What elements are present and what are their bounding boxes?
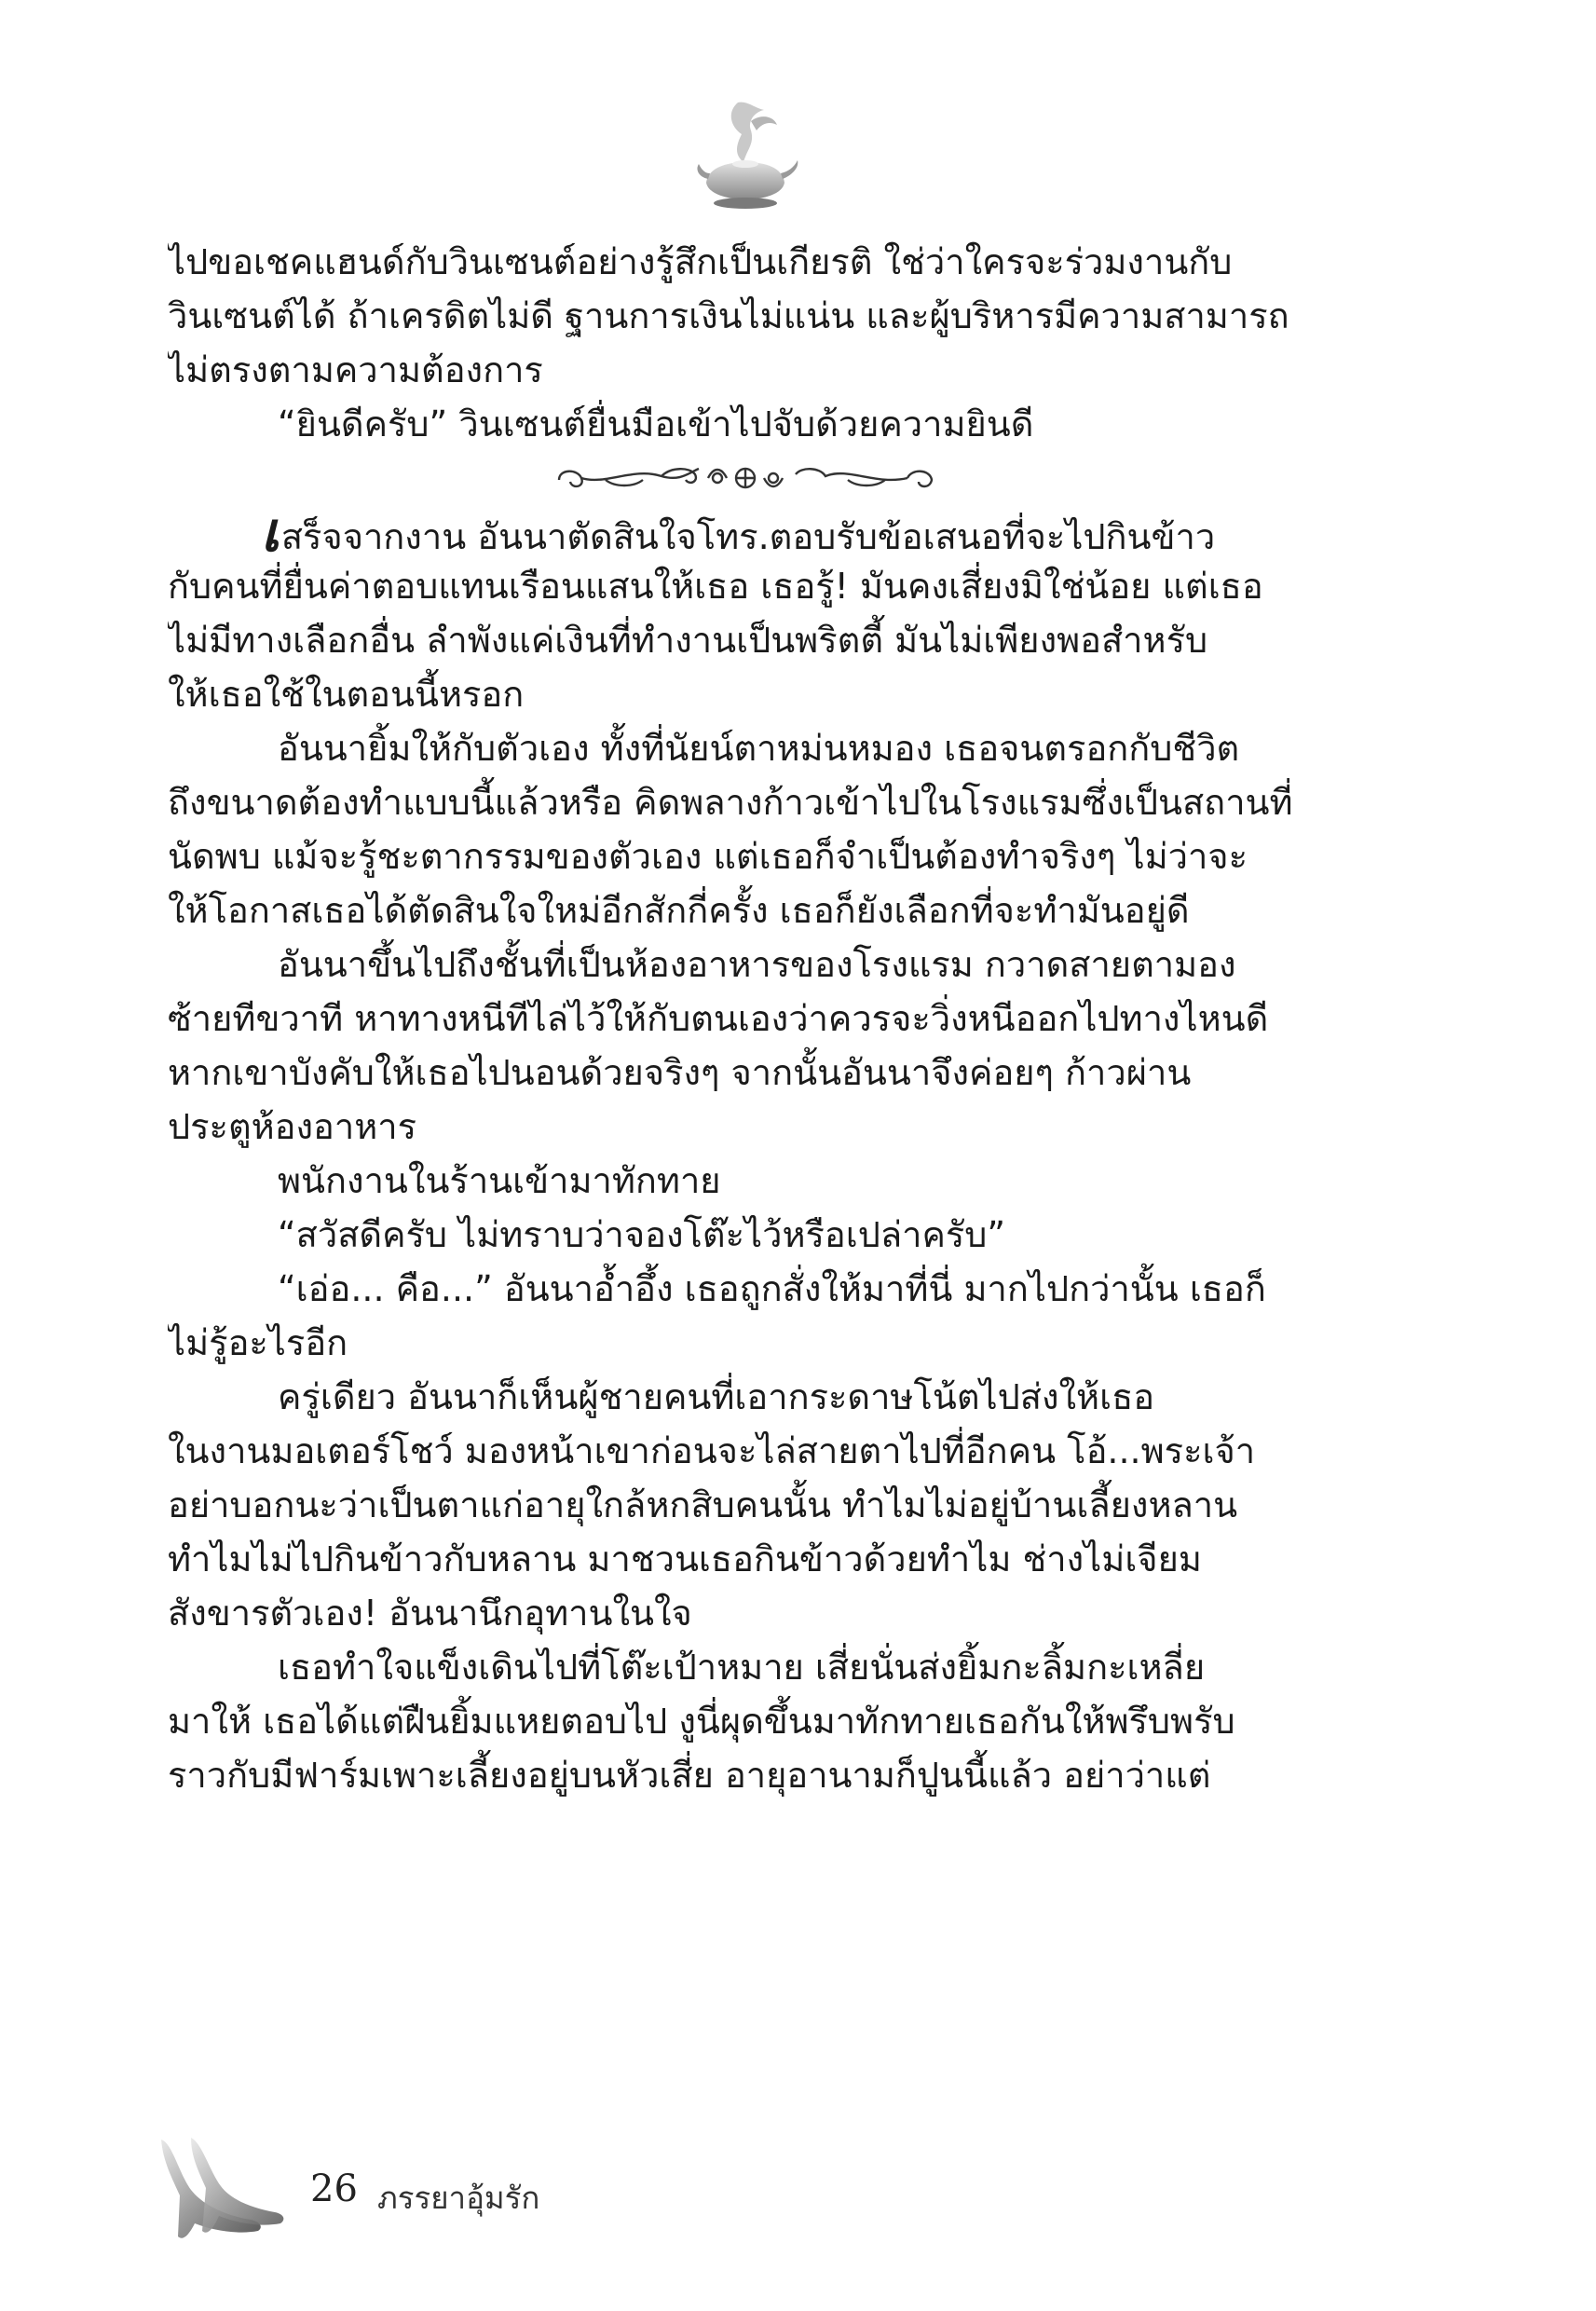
text-line: ทำไมไม่ไปกินข้าวกับหลาน มาชวนเธอกินข้าวด้วยทำไม ช่างไม่เจียม — [168, 1538, 1202, 1579]
text-line: ไม่มีทางเลือกอื่น ลำพังแค่เงินที่ทำงานเป็นพริตตี้ มันไม่เพียงพอสำหรับ — [168, 620, 1208, 661]
text-line: ให้โอกาสเธอได้ตัดสินใจใหม่อีกสักกี่ครั้ง เธอก็ยังเลือกที่จะทำมันอยู่ดี — [168, 890, 1190, 931]
text-line: นัดพบ แม้จะรู้ชะตากรรมของตัวเอง แต่เธอก็จำเป็นต้องทำจริงๆ ไม่ว่าจะ — [168, 836, 1248, 877]
text-line: มาให้ เธอได้แต่ฝืนยิ้มแหยตอบไป งูนี่ผุดขึ้นมาทักทายเธอกันให้พรึบพรับ — [168, 1701, 1235, 1742]
book-title: ภรรยาอุ้มรัก — [377, 2180, 540, 2216]
high-heel-shoe-icon — [154, 2134, 289, 2241]
text-line: “เอ่อ... คือ...” อันนาอ้ำอึ้ง เธอถูกสั่งให้มาที่นี่ มากไปกว่านั้น เธอก็ — [278, 1268, 1266, 1309]
dropcap-line — [168, 505, 1323, 559]
text-line: ถึงขนาดต้องทำแบบนี้แล้วหรือ คิดพลางก้าวเข้าไปในโรงแรมซึ่งเป็นสถานที่ — [168, 782, 1293, 823]
text-line: ให้เธอใช้ในตอนนี้หรอก — [168, 674, 525, 715]
text-line: หากเขาบังคับให้เธอไปนอนด้วยจริงๆ จากนั้นอันนาจึงค่อยๆ ก้าวผ่าน — [168, 1052, 1192, 1093]
text-line: ไม่ตรงตามความต้องการ — [168, 349, 543, 390]
text-line: ไม่รู้อะไรอีก — [168, 1322, 348, 1363]
text-line: สังขารตัวเอง! อันนานึกอุทานในใจ — [168, 1593, 692, 1634]
text-line: เธอทำใจแข็งเดินไปที่โต๊ะเป้าหมาย เสี่ยนั่นส่งยิ้มกะลิ้มกะเหลี่ย — [278, 1647, 1206, 1688]
page-footer — [154, 2134, 713, 2246]
text-line: อันนายิ้มให้กับตัวเอง ทั้งที่นัยน์ตาหม่นหมอง เธอจนตรอกกับชีวิต — [278, 728, 1240, 769]
text-line: อันนาขึ้นไปถึงชั้นที่เป็นห้องอาหารของโรงแรม กวาดสายตามอง — [278, 944, 1236, 985]
text-line: “ยินดีครับ” วินเซนต์ยื่นมือเข้าไปจับด้วยความยินดี — [278, 403, 1034, 444]
dropcap-rest: สร็จจากงาน อันนาตัดสินใจโทร.ตอบรับข้อเสนอที่จะไปกินข้าว — [280, 516, 1216, 557]
dropcap-letter: เ — [261, 505, 280, 559]
text-line: ครู่เดียว อันนาก็เห็นผู้ชายคนที่เอากระดาษโน้ตไปส่งให้เธอ — [278, 1376, 1155, 1417]
text-line: ซ้ายทีขวาที หาทางหนีทีไล่ไว้ให้กับตนเองว่าควรจะวิ่งหนีออกไปทางไหนดี — [168, 998, 1269, 1039]
text-line: “สวัสดีครับ ไม่ทราบว่าจองโต๊ะไว้หรือเปล่าครับ” — [278, 1214, 1006, 1255]
text-line: วินเซนต์ได้ ถ้าเครดิตไม่ดี ฐานการเงินไม่แน่น และผู้บริหารมีความสามารถ — [168, 295, 1289, 336]
scroll-divider-ornament — [168, 451, 1323, 505]
text-line: ในงานมอเตอร์โชว์ มองหน้าเขาก่อนจะไล่สายตาไปที่อีกคน โอ้...พระเจ้า — [168, 1430, 1256, 1471]
body-text — [168, 235, 1323, 1802]
text-line: พนักงานในร้านเข้ามาทักทาย — [278, 1160, 721, 1201]
text-line: ประตูห้องอาหาร — [168, 1106, 417, 1147]
text-line: ไปขอเชคแฮนด์กับวินเซนต์อย่างรู้สึกเป็นเกียรติ ใช่ว่าใครจะร่วมงานกับ — [168, 241, 1233, 282]
page-number: 26 — [310, 2167, 358, 2210]
text-line: อย่าบอกนะว่าเป็นตาแก่อายุใกล้หกสิบคนนั้น ทำไมไม่อยู่บ้านเลี้ยงหลาน — [168, 1484, 1238, 1525]
flourish-icon — [550, 459, 941, 497]
text-line: กับคนที่ยื่นค่าตอบแทนเรือนแสนให้เธอ เธอรู้! มันคงเสี่ยงมิใช่น้อย แต่เธอ — [168, 566, 1263, 607]
body-lines — [168, 559, 1323, 1802]
text-line: ราวกับมีฟาร์มเพาะเลี้ยงอยู่บนหัวเสี่ย อายุอานามก็ปูนนี้แล้ว อย่าว่าแต่ — [168, 1755, 1211, 1796]
teapot-ornament-icon — [689, 93, 801, 214]
